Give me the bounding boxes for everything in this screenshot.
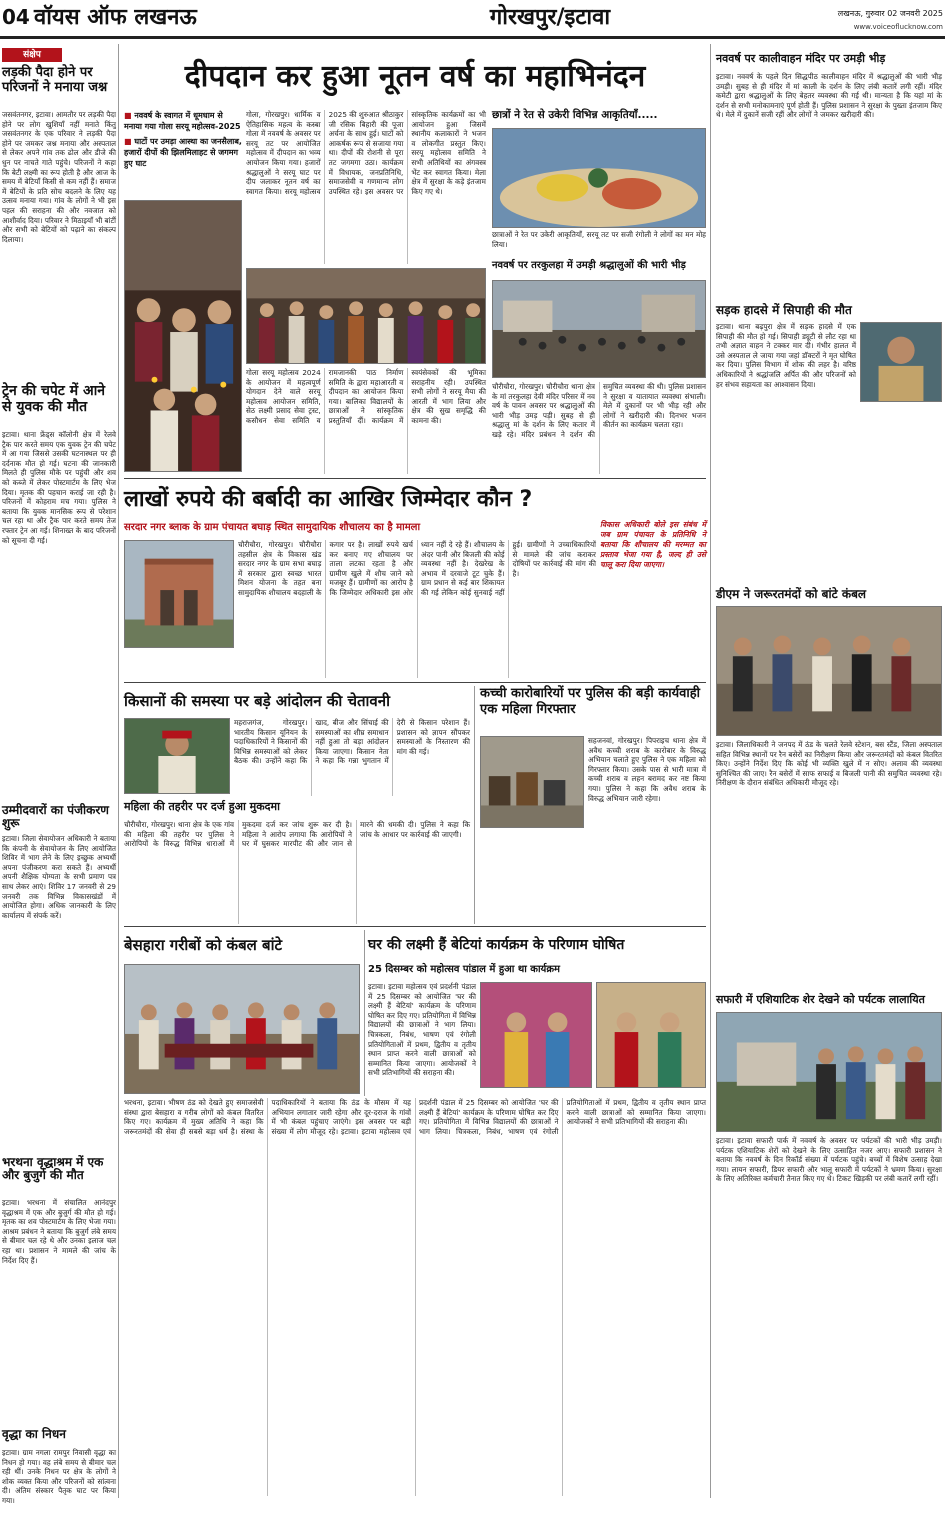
lead-photo-temple-crowd	[492, 280, 706, 378]
sidebar-head-2: ट्रेन की चपेट में आने से युवक की मौत	[2, 383, 106, 415]
bullet-text: घाटों पर उमड़ा आस्था का जनसैलाब, हजारों दीपों की झिलमिलाहट से जगमग हुए घाट	[124, 137, 242, 168]
bottom-body	[124, 1098, 706, 1496]
sidebar-head-5: वृद्धा का निधन	[2, 1427, 66, 1441]
story2-quote	[600, 520, 706, 678]
story2-bottom-rule	[124, 682, 706, 683]
masthead	[0, 0, 945, 44]
story7-photo-2	[596, 982, 706, 1088]
lead-photo-sand-art	[492, 128, 706, 228]
right-head-1: नववर्ष पर कालीवाहन मंदिर पर उमड़ी भीड़	[716, 52, 886, 65]
story3-body: महराजगंज, गोरखपुर। भारतीय किसान यूनियन के पदाधिकारियों ने किसानों की विभिन्न समस्याओं को लेकर बैठक की। उन्होंने कहा कि खाद, बीज और सिंचाई की समस्याओं का शीघ्र समाधान नहीं हुआ तो बड़ा आंदोलन किया जाएगा। किसान नेता ने कहा कि गन्ना भुगतान में देरी से किसान परेशान हैं। प्रशासन को ज्ञापन सौंपकर समस्याओं के निस्तारण की मांग की गई।	[234, 718, 470, 766]
bullet-dot-icon: ■	[124, 137, 135, 146]
right-body-3: इटावा। जिलाधिकारी ने जनपद में ठंड के चलते रेलवे स्टेशन, बस स्टैंड, जिला अस्पताल सहित विभिन्न स्थानों पर रैन बसेरों का निरीक्षण किया और जरूरतमंदों को कंबल वितरित किए। उन्होंने निर्देश दिए कि कोई भी व्यक्ति खुले में न सोए। अलाव की व्यवस्था सुनिश्चित की जाए। रैन बसेरों में साफ सफाई व बिजली पानी की समुचित व्यवस्था रहे। निरीक्षण के दौरान संबंधित अधिकारी मौजूद रहे।	[716, 740, 942, 788]
story3-headline: किसानों की समस्या पर बड़े आंदोलन की चेतावनी	[124, 692, 390, 710]
right-head-3: डीएम ने जरूरतमंदों को बांटे कंबल	[716, 587, 867, 601]
story6-photo-blankets	[124, 964, 360, 1094]
lead-bullets	[124, 110, 242, 198]
story2-subhead: सरदार नगर ब्लाक के ग्राम पंचायत बघाड़ स्थित सामुदायिक शौचालय का है मामला	[124, 522, 421, 533]
right-photo-dm-blankets	[716, 606, 942, 736]
right-body-4: इटावा। इटावा सफारी पार्क में नववर्ष के अवसर पर पर्यटकों की भारी भीड़ उमड़ी। पर्यटक एशियाटिक शेरों को देखने के लिए उत्साहित नजर आए। सफारी प्रशासन ने बताया कि नववर्ष के दिन रिकॉर्ड संख्या में पर्यटक पहुंचे। बच्चों में विशेष उत्साह देखा गया। लायन सफारी, डियर सफारी और भालू सफारी में पर्यटकों ने भ्रमण किया। सुरक्षा के लिए अतिरिक्त कर्मचारी तैनात किए गए थे। टिकट खिड़की पर लंबी कतारें लगी रहीं।	[716, 1136, 942, 1184]
lead-body: गोला, गोरखपुर। धार्मिक व ऐतिहासिक महत्व के कस्बा गोला में नववर्ष के अवसर पर सरयू तट पर आयोजित महोत्सव में दीपदान का भव्य आयोजन किया गया। हजारों श्रद्धालुओं ने सरयू घाट पर दीप जलाकर नूतन वर्ष का स्वागत किया। सरयू महोत्सव 2025 की शुरुआत श्रीठाकुर जी रसिक बिहारी की पूजा अर्चना के साथ हुई। घाटों को आकर्षक रूप से सजाया गया था। दीपों की रोशनी से पूरा तट जगमगा उठा। कार्यक्रम में विधायक, जनप्रतिनिधि, समाजसेवी व गणमान्य लोग उपस्थित रहे। इस अवसर पर सांस्कृतिक कार्यक्रमों का भी आयोजन हुआ जिसमें स्थानीय कलाकारों ने भजन व लोकगीत प्रस्तुत किए। सरयू महोत्सव समिति ने सभी अतिथियों का अंगवस्त्र भेंट कर स्वागत किया। मेला क्षेत्र में सुरक्षा के कड़े इंतजाम किए गए थे।	[246, 110, 486, 196]
lead-bottom-rule	[124, 478, 706, 479]
sidebar-body-5: इटावा। ग्राम नगला रामपुर निवासी वृद्धा का निधन हो गया। वह लंबे समय से बीमार चल रही थीं। उनके निधन पर क्षेत्र के लोगों ने शोक व्यक्त किया और परिजनों को सांत्वना दी। अंतिम संस्कार पैतृक घाट पर किया गया।	[2, 1448, 116, 1505]
story4-body: चौरीचौरा, गोरखपुर। थाना क्षेत्र के एक गांव की महिला की तहरीर पर पुलिस ने आरोपियों के विरुद्ध विभिन्न धाराओं में मुकदमा दर्ज कर जांच शुरू कर दी है। महिला ने आरोप लगाया कि आरोपियों ने घर में घुसकर मारपीट की और जान से मारने की धमकी दी। पुलिस ने कहा कि जांच के आधार पर कार्रवाई की जाएगी।	[124, 820, 470, 849]
section-title: गोरखपुर/इटावा	[489, 5, 611, 30]
page-number: 04	[2, 4, 32, 30]
sidebar-body-2: इटावा। थाना फ्रेंड्स कॉलोनी क्षेत्र में रेलवे ट्रैक पार करते समय एक युवक ट्रेन की चपेट में आ गया जिससे उसकी घटनास्थल पर ही दर्दनाक मौत हो गई। घटना की जानकारी मिलते ही पुलिस मौके पर पहुंची और शव को कब्जे में लेकर पोस्टमार्टम के लिए भेज दिया। मृतक की पहचान कराई जा रही है। परिजनों में कोहराम मच गया। पुलिस ने बताया कि युवक मानसिक रूप से परेशान चल रहा था और ट्रैक पार करते समय तेज रफ्तार ट्रेन आ गई। शिनाख्त के बाद परिजनों को सूचना दी गई।	[2, 430, 116, 545]
story3-divider	[474, 686, 475, 924]
story2-quote-text: विकास अधिकारी बोले इस संबंध में जब ग्राम पंचायत के प्रतिनिधि ने बताया कि शौचालय की मरम्मत का प्रस्ताव भेजा गया है, जल्द ही उसे चालू करा दिया जाएगा।	[600, 520, 706, 569]
sidebar-body-4: इटावा। भरथना में संचालित आनंदपुर वृद्धाश्रम में एक और बुजुर्ग की मौत हो गई। मृतक का शव पोस्टमार्टम के लिए भेजा गया। आश्रम प्रबंधन ने बताया कि बुजुर्ग लंबे समय से बीमार चल रहे थे और उनका इलाज चल रहा था। प्रशासन ने मामले की जांच के निर्देश दिए हैं।	[2, 1198, 116, 1265]
sidebar-divider	[118, 44, 119, 1498]
story7-subhead: 25 दिसम्बर को महोत्सव पांडाल में हुआ था कार्यक्रम	[368, 964, 561, 975]
paper-name: वॉयस ऑफ लखनऊ	[34, 5, 197, 30]
lead-bullet-1	[124, 110, 242, 132]
story2-headline: लाखों रुपये की बर्बादी का आखिर जिम्मेदार कौन ?	[124, 487, 533, 512]
story2-body: चौरीचौरा, गोरखपुर। चौरीचौरा तहसील क्षेत्र के विकास खंड सरदार नगर के ग्राम सभा बघाड़ में सरकार द्वारा स्वच्छ भारत मिशन योजना के तहत बना सामुदायिक शौचालय बदहाली के कगार पर है। लाखों रुपये खर्च कर बनाए गए शौचालय पर ताला लटका रहता है और ग्रामीण खुले में शौच जाने को मजबूर हैं। ग्रामीणों का आरोप है कि जिम्मेदार अधिकारी इस ओर ध्यान नहीं दे रहे हैं। शौचालय के अंदर पानी और बिजली की कोई व्यवस्था नहीं है। देखरेख के अभाव में दरवाजे टूट चुके हैं। ग्राम प्रधान से कई बार शिकायत की गई लेकिन कोई सुनवाई नहीं हुई। ग्रामीणों ने उच्चाधिकारियों से मामले की जांच कराकर दोषियों पर कार्रवाई की मांग की है।	[238, 540, 596, 597]
lead-body-3: चौरीचौरा, गोरखपुर। चौरीचौरा थाना क्षेत्र के मां तरकुलहा देवी मंदिर परिसर में नव वर्ष के पावन अवसर पर श्रद्धालुओं की भारी भीड़ उमड़ पड़ी। सुबह से ही श्रद्धालु मां के दर्शन के लिए कतार में खड़े रहे। मंदिर प्रबंधन ने दर्शन की समुचित व्यवस्था की थी। पुलिस प्रशासन ने सुरक्षा व यातायात व्यवस्था संभाली। मेले में दुकानों पर भी भीड़ रही और लोगों ने खरीदारी की। दिनभर भजन कीर्तन का कार्यक्रम चलता रहा।	[492, 382, 706, 439]
story2-photo-toilet	[124, 540, 234, 648]
right-head-2: सड़क हादसे में सिपाही की मौत	[716, 303, 852, 317]
sidebar-head-1: लड़की पैदा होने पर परिजनों ने मनाया जश्न	[2, 65, 108, 95]
lead-photo-caption: छात्रों ने रेत से उकेरी विभिन्न आकृतियाँ.....	[492, 109, 658, 121]
story7-body: इटावा। इटावा महोत्सव एवं प्रदर्शनी पंडाल में 25 दिसम्बर को आयोजित 'घर की लक्ष्मी हैं बेटियां' कार्यक्रम के परिणाम घोषित कर दिए गए। प्रतियोगिता में विभिन्न विद्यालयों की छात्राओं ने भाग लिया। चित्रकला, निबंध, भाषण एवं रंगोली प्रतियोगिताओं में प्रथम, द्वितीय व तृतीय स्थान प्राप्त करने वाली छात्राओं को सम्मानित किया जाएगा। आयोजकों ने सभी प्रतिभागियों की सराहना की।	[368, 982, 476, 1078]
sidebar-body-1: जसवंतनगर, इटावा। आमतौर पर लड़की पैदा होने पर लोग खुशियाँ नहीं मनाते किंतु जसवंतनगर के एक परिवार ने लड़की पैदा होने पर जमकर जश्न मनाया और अस्पताल से लेकर अपने गांव तक ढोल और डीजे की धुन पर नाचते गाते पहुंचे। परिजनों ने कहा कि बेटी लक्ष्मी का रूप होती है और आज के समय में बेटियाँ किसी से कम नहीं हैं। समाज में बेटियों के प्रति सोच बदलने के लिए यह उत्सव मनाया गया। गांव के लोगों ने भी इस पहल की सराहना की और नवजात को आशीर्वाद दिया। परिवार ने मिठाइयाँ भी बांटीं और सभी को बेटियों को पढ़ाने का संकल्प दिलाया।	[2, 110, 116, 244]
bullet-text: नववर्ष के स्वागत में धूमधाम से मनाया गया गोला सरयू महोत्सव-2025	[124, 111, 241, 131]
story5-headline: कच्ची कारोबारियों पर पुलिस की बड़ी कार्यवाही एक महिला गिरफ्तार	[480, 686, 700, 717]
lead-subhead-3: नववर्ष पर तरकुलहा में उमड़ी श्रद्धालुओं की भारी भीड़	[492, 260, 686, 271]
lead-headline: दीपदान कर हुआ नूतन वर्ष का महाभिनंदन	[184, 59, 646, 94]
story7-bottom-text: इटावा। इटावा महोत्सव एवं प्रदर्शनी पंडाल में 25 दिसम्बर को आयोजित 'घर की लक्ष्मी हैं बेटियां' कार्यक्रम के परिणाम घोषित कर दिए गए। प्रतियोगिता में विभिन्न विद्यालयों की छात्राओं ने भाग लिया। चित्रकला, निबंध, भाषण एवं रंगोली प्रतियोगिताओं में प्रथम, द्वितीय व तृतीय स्थान प्राप्त करने वाली छात्राओं को सम्मानित किया जाएगा। आयोजकों ने सभी प्रतिभागियों की सराहना की।	[340, 1098, 706, 1136]
story4-headline: महिला की तहरीर पर दर्ज हुआ मुकदमा	[124, 800, 280, 813]
story6-bottom-text: भरथना, इटावा। भीषण ठंड को देखते हुए समाजसेवी संस्था द्वारा बेसहारा व गरीब लोगों को कंबल वितरित किए गए। कार्यक्रम में मुख्य अतिथि ने कहा कि जरूरतमंदों की सेवा ही सबसे बड़ा धर्म है। संस्था के पदाधिकारियों ने बताया कि ठंड के मौसम में यह अभियान लगातार जारी रहेगा और दूर-दराज के गांवों में भी कंबल पहुंचाए जाएंगे। इस अवसर पर बड़ी संख्या में लोग मौजूद रहे।	[124, 1098, 411, 1136]
story5-bottom-rule	[124, 926, 706, 927]
right-column-divider	[710, 44, 711, 1498]
story6-headline: बेसहारा गरीबों को कंबल बांटे	[124, 936, 283, 954]
website: www.voiceoflucknow.com	[853, 23, 943, 31]
sidebar	[2, 44, 116, 1505]
right-photo-constable	[860, 322, 942, 402]
sidebar-tag: संक्षेप	[2, 48, 62, 62]
lead-photo-crowd	[246, 268, 486, 364]
right-head-4: सफारी में एशियाटिक शेर देखने को पर्यटक लालायित	[716, 993, 925, 1006]
lead-photo-diya	[124, 200, 242, 472]
right-body-1: इटावा। नववर्ष के पहले दिन सिद्धपीठ कालीवाहन मंदिर में श्रद्धालुओं की भारी भीड़ उमड़ी। सुबह से ही मंदिर में मां काली के दर्शन के लिए लंबी कतारें लगी रहीं। मंदिर कमेटी द्वारा श्रद्धालुओं के लिए बेहतर व्यवस्था की गई थी। मान्यता है कि यहां मां के दर्शन से सभी मनोकामनाएं पूर्ण होती हैं। पुलिस प्रशासन ने सुरक्षा के पुख्ता इंतजाम किए थे। मेले में दुकानें सजी रहीं और लोगों ने जमकर खरीदारी की।	[716, 72, 942, 120]
lead-bullet-2	[124, 136, 242, 169]
right-body-2: इटावा। थाना बढ़पुरा क्षेत्र में सड़क हादसे में एक सिपाही की मौत हो गई। सिपाही ड्यूटी से लौट रहा था तभी अज्ञात वाहन ने टक्कर मार दी। गंभीर हालत में उसे अस्पताल ले जाया गया जहां डॉक्टरों ने मृत घोषित कर दिया। पुलिस विभाग में शोक की लहर है। वरिष्ठ अधिकारियों ने श्रद्धांजलि अर्पित की और परिजनों को हर संभव सहायता का आश्वासन दिया।	[716, 322, 856, 389]
story3-photo-farmer	[124, 718, 230, 794]
lead-photo-caption-2: छात्राओं ने रेत पर उकेरी आकृतियाँ, सरयू तट पर सजी रंगोली ने लोगों का मन मोह लिया।	[492, 230, 706, 249]
right-photo-safari	[716, 1012, 942, 1132]
story5-body: सहजनवां, गोरखपुर। पिपराइच थाना क्षेत्र में अवैध कच्ची शराब के कारोबार के विरुद्ध अभियान चलाते हुए पुलिस ने एक महिला को गिरफ्तार किया। उसके पास से भारी मात्रा में कच्ची शराब व लहन बरामद कर नष्ट किया गया। पुलिस ने कहा कि अवैध शराब के विरुद्ध अभियान जारी रहेगा।	[588, 736, 706, 803]
lead-body-continued-text: गोला सरयू महोत्सव 2024 के आयोजन में महत्वपूर्ण योगदान देने वाले सरयू महोत्सव आयोजन समिति, सेठ लक्ष्मी प्रसाद सेवा ट्रस्ट, कसौधन सेवा समिति व रामजानकी पाठ निर्माण समिति के द्वारा महाआरती व दीपदान का आयोजन किया गया। बालिका विद्यालयों के छात्राओं ने सांस्कृतिक प्रस्तुतियाँ दीं। कार्यक्रम में स्वयंसेवकों की भूमिका सराहनीय रही। उपस्थित सभी लोगों ने सरयू मैया की आरती में भाग लिया और क्षेत्र की सुख समृद्धि की कामना की।	[246, 368, 486, 425]
bullet-dot-icon: ■	[124, 111, 135, 120]
story5-photo-seizure	[480, 736, 584, 828]
story7-photo-1	[480, 982, 592, 1088]
story7-headline: घर की लक्ष्मी हैं बेटियां कार्यक्रम के परिणाम घोषित	[368, 937, 625, 953]
date-line: लखनऊ, गुरुवार 02 जनवरी 2025	[837, 9, 943, 18]
story6-divider	[364, 930, 365, 1096]
sidebar-body-3: इटावा। जिला सेवायोजन अधिकारी ने बताया कि कंपनी के सेवायोजन के लिए आयोजित शिविर में भाग लेने के लिए इच्छुक अभ्यर्थी अपना पंजीकरण करा सकते हैं। अभ्यर्थी अपनी शैक्षिक योग्यता के सभी प्रमाण पत्र साथ लेकर आएं। शिविर 17 जनवरी से 29 जनवरी तक विभिन्न विकासखंडों में आयोजित होगा। अधिक जानकारी के लिए कार्यालय में संपर्क करें।	[2, 834, 116, 920]
masthead-rule	[0, 36, 945, 39]
lead-body-continued	[246, 368, 486, 474]
sidebar-head-3: उम्मीदवारों का पंजीकरण शुरू	[2, 803, 109, 831]
sidebar-head-4: भरथना वृद्धाश्रम में एक और बुजुर्ग की मौत	[2, 1155, 104, 1183]
